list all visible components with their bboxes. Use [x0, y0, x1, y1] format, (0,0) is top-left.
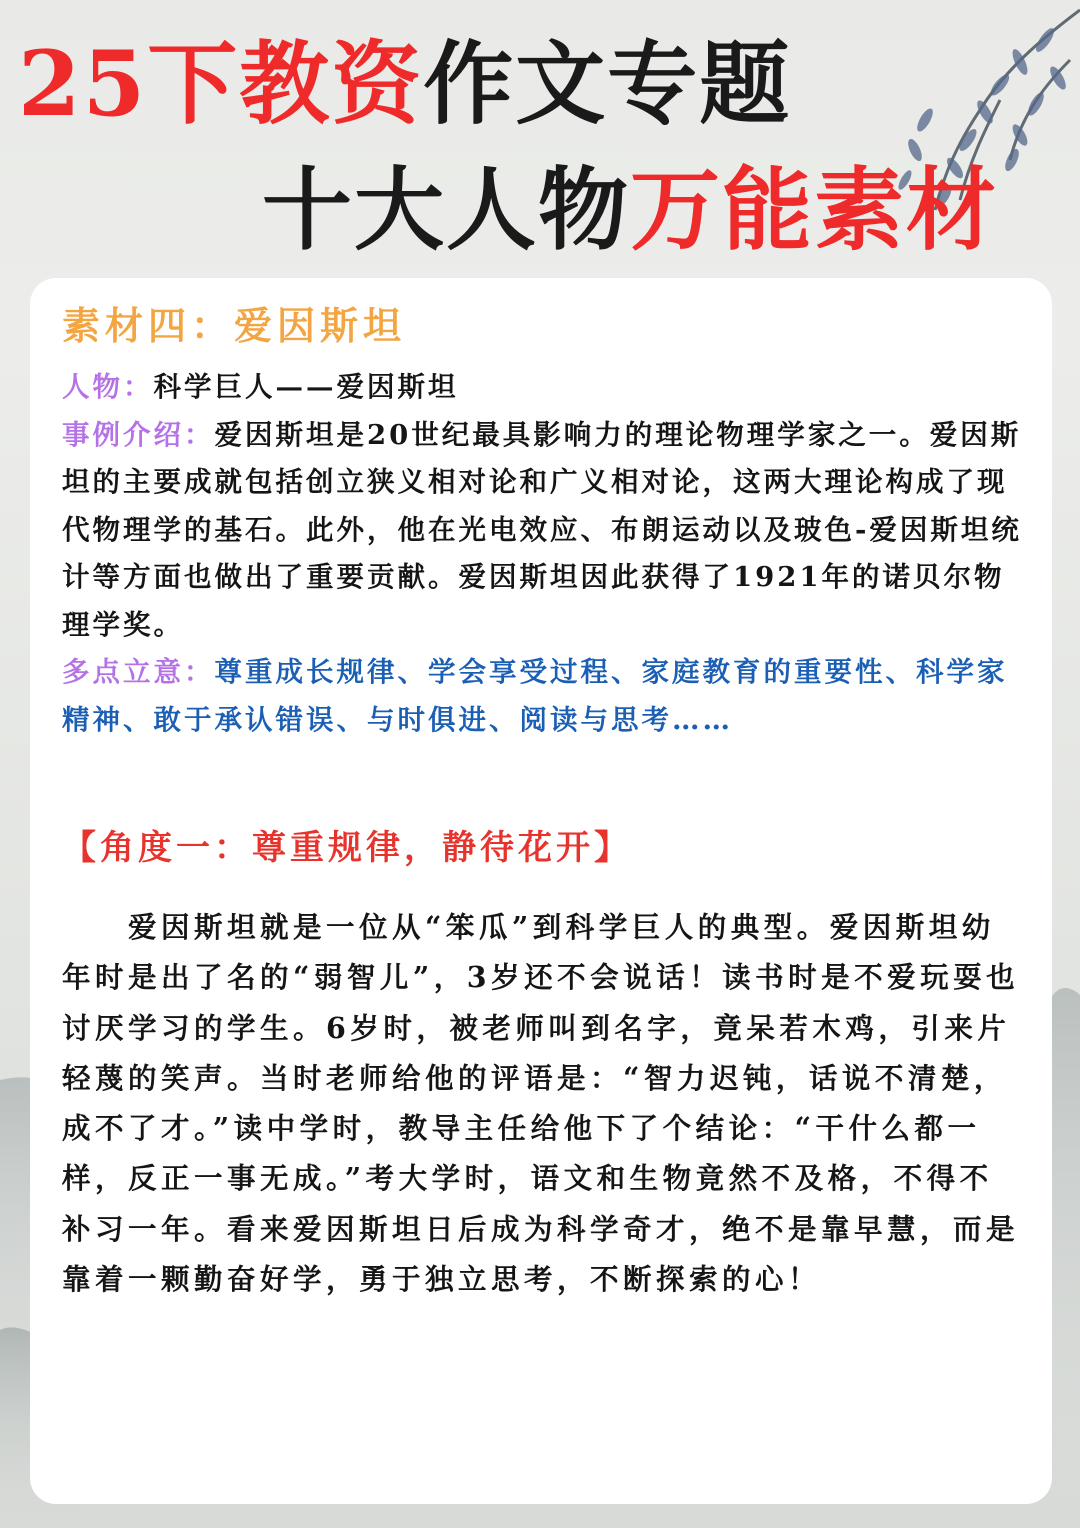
ideas-paragraph [62, 649, 1028, 744]
title-line-2-black: 十大人物 [262, 157, 630, 263]
title-line-2-red: 万能素材 [630, 157, 998, 263]
case-label: 事例介绍： [62, 418, 215, 451]
title-line-1-black: 作文专题 [423, 31, 792, 137]
material-section [62, 300, 1028, 744]
angle-title: 【角度一：尊重规律，静待花开】 [62, 828, 632, 868]
person-value: 科学巨人——爱因斯坦 [153, 371, 459, 403]
right-mountain-shape [1050, 988, 1080, 1500]
ideas-value: 尊重成长规律、学会享受过程、家庭教育的重要性、科学家精神、敢于承认错误、与时俱进、阅读与思考…… [62, 656, 1008, 736]
case-value: 爱因斯坦是20世纪最具影响力的理论物理学家之一。爱因斯坦的主要成就包括创立狭义相对论和广义相对论，这两大理论构成了现代物理学的基石。此外，他在光电效应、布朗运动以及玻色-爱因斯坦统计等方面也做出了重要贡献。爱因斯坦因此获得了1921年的诺贝尔物理学奖。 [62, 418, 1022, 641]
person-label: 人物： [62, 371, 154, 403]
case-paragraph [62, 412, 1028, 650]
person-paragraph [62, 364, 1028, 412]
title-line-2 [262, 150, 998, 270]
ideas-label: 多点立意： [62, 656, 215, 688]
content-card [30, 278, 1052, 1504]
material-title: 素材四：爱因斯坦 [62, 303, 407, 348]
title-line-1-red: 25下教资 [18, 31, 424, 137]
title-line-1 [18, 24, 791, 144]
angle-body: 爱因斯坦就是一位从“笨瓜”到科学巨人的典型。爱因斯坦幼年时是出了名的“弱智儿”，3岁还不会说话！读书时是不爱玩耍也讨厌学习的学生。6岁时，被老师叫到名字，竟呆若木鸡，引来片轻蔑的笑声。当时老师给他的评语是：“智力迟钝，话说不清楚，成不了才。”读中学时，教导主任给他下了个结论：“干什么都一样，反正一事无成。”考大学时，语文和生物竟然不及格，不得不补习一年。看来爱因斯坦日后成为科学奇才，绝不是靠早慧，而是靠着一颗勤奋好学，勇于独立思考，不断探索的心！ [62, 910, 1020, 1297]
